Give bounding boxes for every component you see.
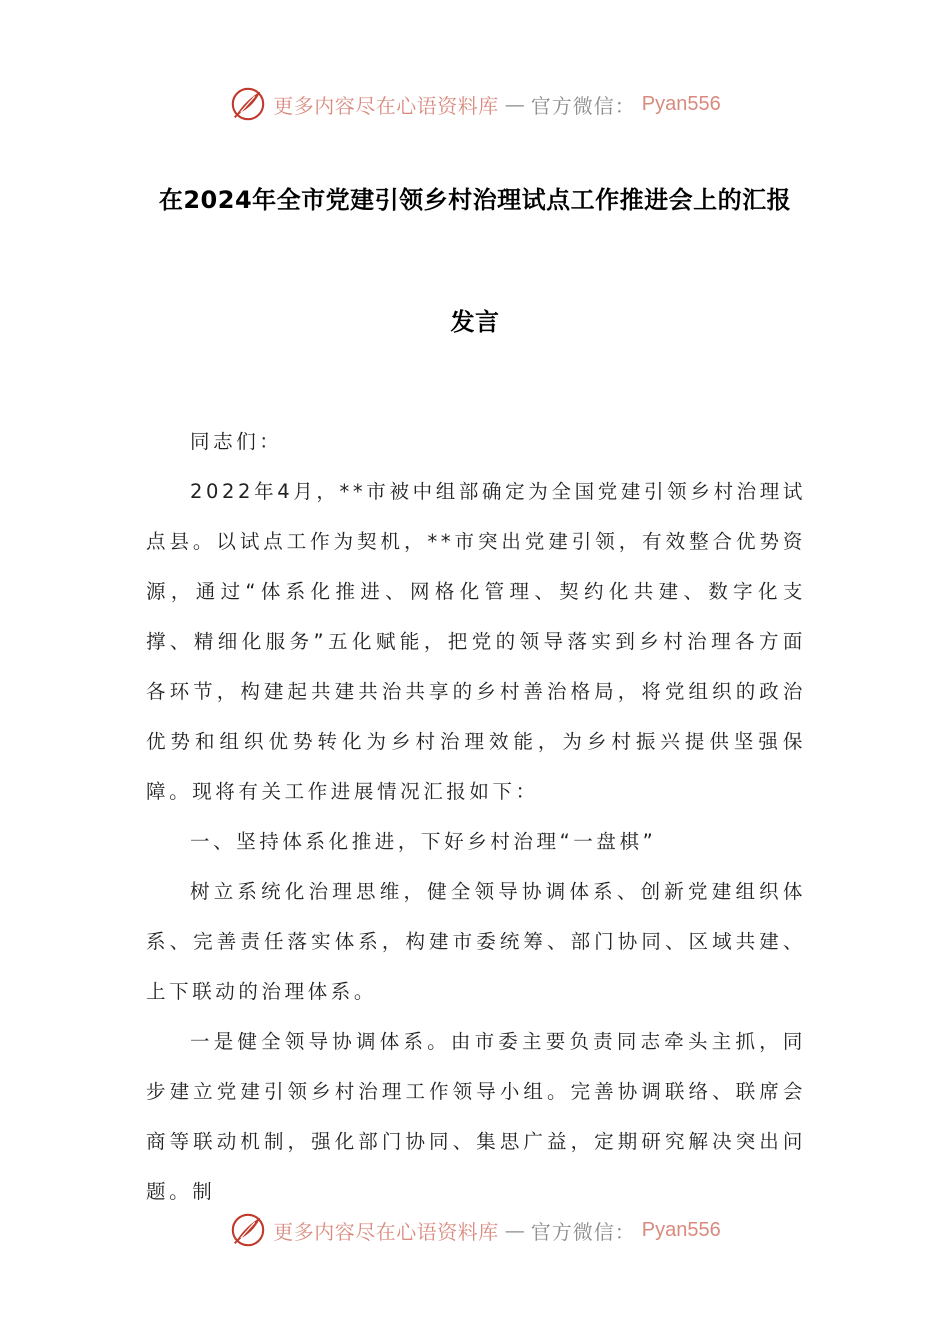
watermark-wechat-label: 官方微信：: [530, 93, 636, 118]
watermark-wechat-id: Pyan556: [641, 1218, 721, 1241]
quill-logo-icon: [229, 85, 267, 123]
watermark-header: [0, 82, 950, 126]
watermark-slogan: 更多内容尽在心语资料库: [273, 1219, 499, 1244]
watermark-separator: —: [504, 1218, 525, 1242]
document-title-line2: 发言: [450, 308, 500, 336]
document-title-line1: 在2024年全市党建引领乡村治理试点工作推进会上的汇报: [158, 186, 792, 214]
watermark-wechat-label: 官方微信：: [530, 1219, 636, 1244]
paragraph-intro: 2022年4月，**市被中组部确定为全国党建引领乡村治理试点县。以试点工作为契机，**市突出党建引领，有效整合优势资源，通过“体系化推进、网格化管理、契约化共建、数字化支撑、精细化服务”五化赋能，把党的领导落实到乡村治理各方面各环节，构建起共建共治共享的乡村善治格局，将党组织的政治优势和组织优势转化为乡村治理效能，为乡村振兴提供坚强保障。现将有关工作进展情况汇报如下：: [146, 480, 806, 803]
quill-logo-icon: [229, 1211, 267, 1249]
watermark-footer: [0, 1208, 950, 1252]
document-body: [146, 417, 806, 1217]
watermark-separator: —: [504, 92, 525, 116]
paragraph-point-1: 一是健全领导协调体系。由市委主要负责同志牵头主抓，同步建立党建引领乡村治理工作领导小组。完善协调联络、联席会商等联动机制，强化部门协同、集思广益，定期研究解决突出问题。制: [146, 1030, 806, 1203]
section-heading-1: 一、坚持体系化推进，下好乡村治理“一盘棋”: [190, 830, 657, 853]
paragraph-salutation: 同志们：: [190, 430, 283, 453]
paragraph-section-1-summary: 树立系统化治理思维，健全领导协调体系、创新党建组织体系、完善责任落实体系，构建市委统筹、部门协同、区域共建、上下联动的治理体系。: [146, 880, 806, 1003]
watermark-wechat-id: Pyan556: [641, 92, 721, 115]
watermark-slogan: 更多内容尽在心语资料库: [273, 93, 499, 118]
